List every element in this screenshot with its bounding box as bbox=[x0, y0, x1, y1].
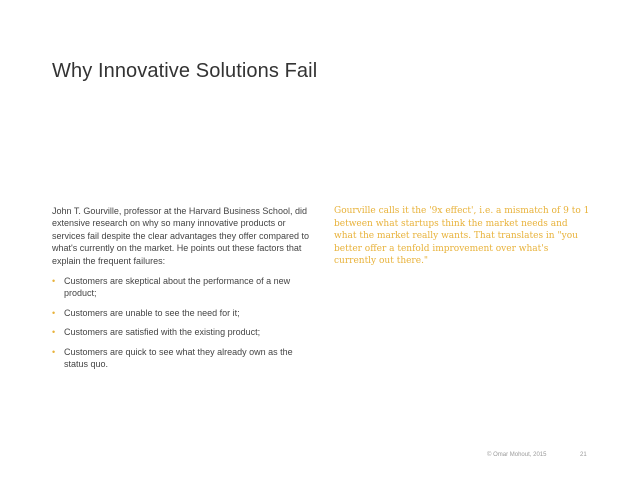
footer-copyright: © Omar Mohout, 2015 bbox=[487, 452, 547, 458]
list-item-text: Customers are unable to see the need for it; bbox=[64, 307, 240, 318]
bullet-icon: • bbox=[52, 307, 56, 318]
bullet-icon: • bbox=[52, 327, 56, 338]
list-item-text: Customers are skeptical about the performance of a new product; bbox=[64, 276, 291, 299]
page-number: 21 bbox=[580, 452, 587, 458]
intro-column bbox=[52, 205, 314, 377]
list-item bbox=[52, 326, 314, 338]
list-item bbox=[52, 346, 314, 371]
list-item-text: Customers are quick to see what they already own as the status quo. bbox=[64, 346, 293, 370]
failure-factors-list bbox=[52, 275, 314, 370]
list-item-text: Customers are satisfied with the existing product; bbox=[64, 327, 261, 338]
list-item bbox=[52, 307, 314, 319]
bullet-icon: • bbox=[52, 276, 56, 287]
slide-title: Why Innovative Solutions Fail bbox=[52, 60, 318, 82]
intro-paragraph: John T. Gourville, professor at the Harvard Business School, did extensive research on why so many innovative products or services fail despite the clear advantages they offer compared to what's currently on the market. He points out these factors that explain the frequent failures: bbox=[52, 206, 309, 266]
highlight-quote: Gourville calls it the '9x effect', i.e. a mismatch of 9 to 1 between what startups think the market needs and what the market really wants. That translates in "you better offer a tenfold improvement over what's currently out there." bbox=[334, 206, 590, 267]
bullet-icon: • bbox=[52, 346, 56, 357]
list-item bbox=[52, 275, 314, 300]
